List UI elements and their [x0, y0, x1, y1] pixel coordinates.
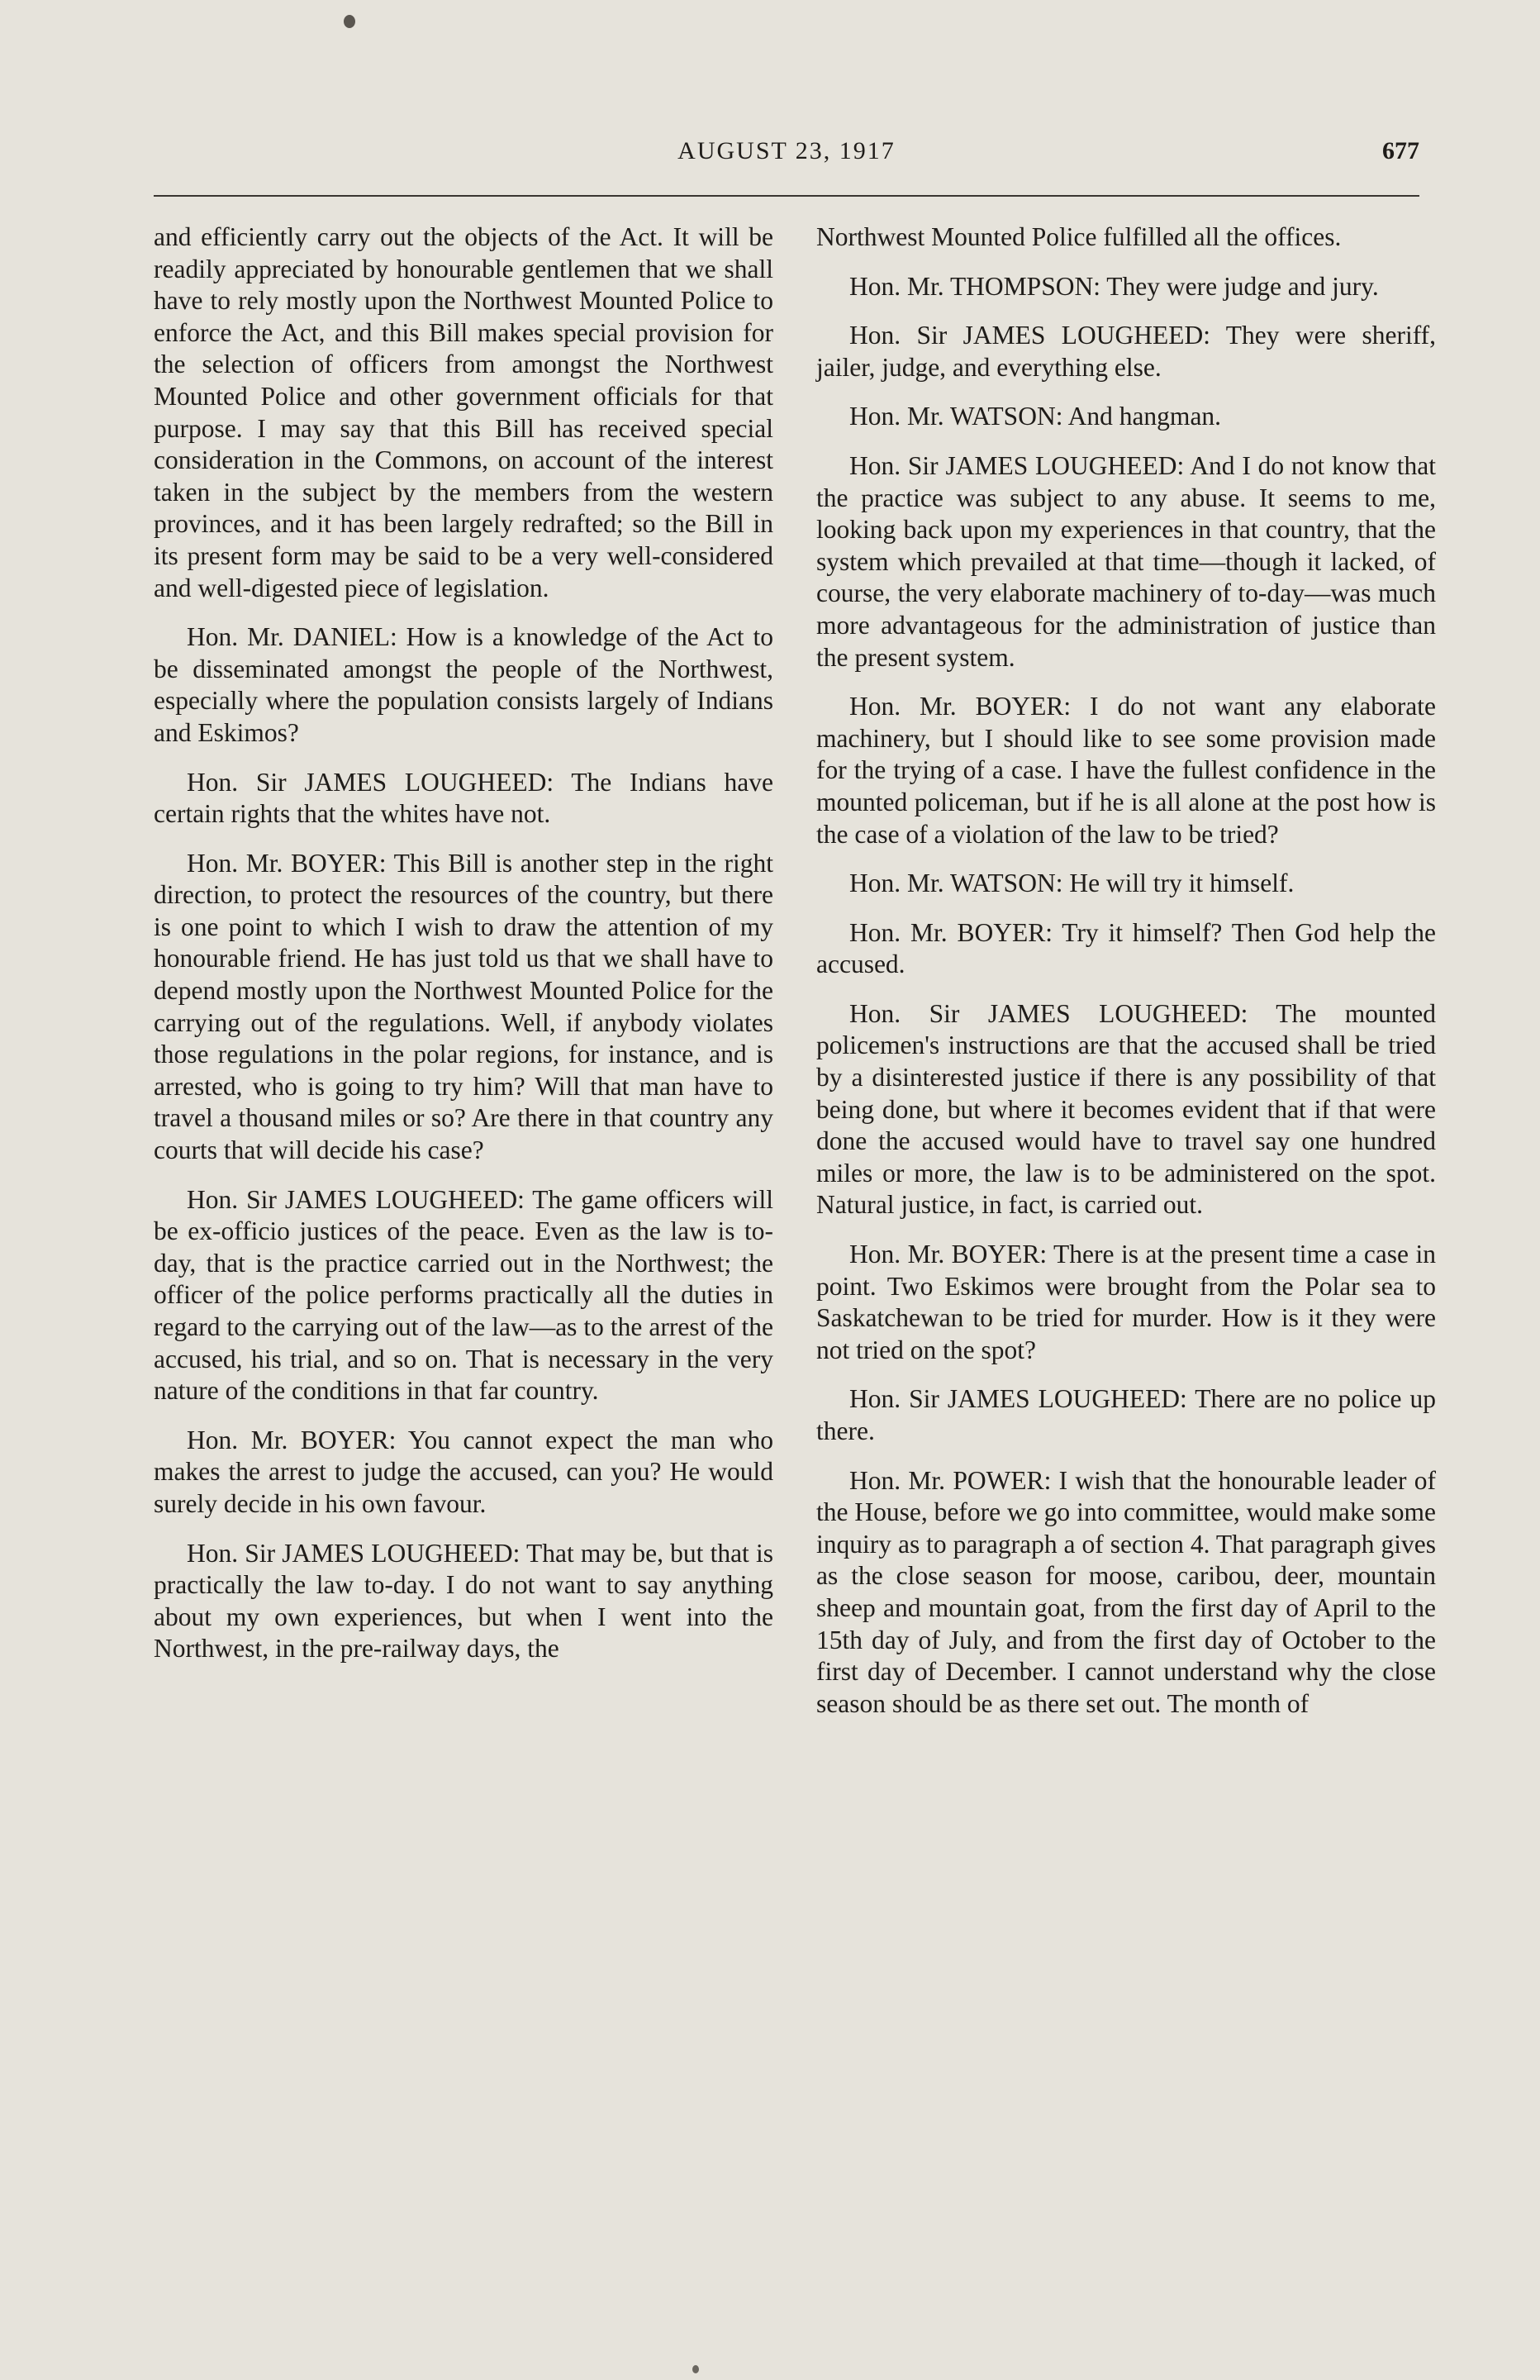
page-number: 677	[1382, 137, 1419, 164]
paragraph: Hon. Mr. WATSON: He will try it himself.	[849, 869, 1295, 898]
paragraph: Hon. Mr. BOYER: Try it himself? Then God help the accused.	[816, 917, 1436, 979]
paragraph: Hon. Mr. BOYER: There is at the present time a case in point. Two Eskimos were brought from the Polar sea to Saskatchewan to be tried for murder. How is it they were not tried on the spot?	[816, 1240, 1436, 1364]
paragraph: Northwest Mounted Police fulfilled all the offices.	[816, 222, 1342, 251]
left-column	[154, 221, 773, 1683]
paragraph: Hon. Sir JAMES LOUGHEED: That may be, but that is practically the law to-day. I do not want to say anything about my own experiences, but when I went into the Northwest, in the pre-railway days, the	[154, 1538, 773, 1664]
paragraph: Hon. Sir JAMES LOUGHEED: And I do not know that the practice was subject to any abuse. It seems to me, looking back upon my experiences in that country, that the system which prevailed at that time—though it lacked, of course, the very elaborate machinery of to-day—was much more advantageous for the administration of justice than the present system.	[816, 450, 1436, 672]
paragraph: Hon. Sir JAMES LOUGHEED: The Indians have certain rights that the whites have not.	[154, 767, 773, 829]
paragraph: Hon. Mr. THOMPSON: They were judge and jury.	[849, 271, 1379, 301]
paragraph: Hon. Mr. POWER: I wish that the honourable leader of the House, before we go into committee, would make some inquiry as to paragraph a of section 4. That paragraph gives as the close season for moose, caribou, deer, mountain sheep and mountain goat, from the first day of April to the 15th day of July, and from the first day of October to the first day of December. I cannot understand why the close season should be as there set out. The month of	[816, 1465, 1436, 1718]
paragraph: Hon. Mr. BOYER: I do not want any elaborate machinery, but I should like to see some provision made for the trying of a case. I have the fullest confidence in the mounted policeman, but if he is all alone at the post how is the case of a violation of the law to be tried?	[816, 692, 1436, 849]
paragraph: Hon. Sir JAMES LOUGHEED: They were sheriff, jailer, judge, and everything else.	[816, 321, 1436, 382]
paragraph: Hon. Mr. WATSON: And hangman.	[849, 402, 1222, 431]
ink-spot-mark	[692, 2365, 699, 2373]
page-header	[154, 137, 1419, 175]
paragraph: Hon. Sir JAMES LOUGHEED: There are no police up there.	[816, 1384, 1436, 1445]
ink-spot-mark	[344, 15, 355, 28]
header-date: AUGUST 23, 1917	[677, 137, 896, 164]
header-rule	[154, 195, 1419, 197]
paragraph: Hon. Mr. DANIEL: How is a knowledge of the Act to be disseminated amongst the people of the Northwest, especially where the population consists largely of Indians and Eskimos?	[154, 622, 773, 747]
paragraph: Hon. Mr. BOYER: You cannot expect the man who makes the arrest to judge the accused, can you? He would surely decide in his own favour.	[154, 1425, 773, 1518]
paragraph: Hon. Mr. BOYER: This Bill is another step in the right direction, to protect the resources of the country, but there is one point to which I wish to draw the attention of my honourable friend. He has just told us that we shall have to depend mostly upon the Northwest Mounted Police for the carrying out of the regulations. Well, if anybody violates those regulations in the polar regions, for instance, and is arrested, who is going to try him? Will that man have to travel a thousand miles or so? Are there in that country any courts that will decide his case?	[154, 848, 773, 1165]
paragraph: Hon. Sir JAMES LOUGHEED: The mounted policemen's instructions are that the accused shall be tried by a disinterested justice if there is any possibility of that being done, but where it becomes evident that if that were done the accused would have to travel say one hundred miles or more, the law is to be administered on the spot. Natural justice, in fact, is carried out.	[816, 998, 1436, 1220]
right-column	[816, 221, 1436, 1737]
paragraph: Hon. Sir JAMES LOUGHEED: The game officers will be ex-officio justices of the peace. Even as the law is to-day, that is the practice carried out in the Northwest; the officer of the police performs practically all the duties in regard to the carrying out of the law—as to the arrest of the accused, his trial, and so on. That is necessary in the very nature of the conditions in that far country.	[154, 1184, 773, 1406]
paragraph: and efficiently carry out the objects of the Act. It will be readily appreciated by honourable gentlemen that we shall have to rely mostly upon the Northwest Mounted Police to enforce the Act, and this Bill makes special provision for the selection of officers from amongst the Northwest Mounted Police and other government officials for that purpose. I may say that this Bill has received special consideration in the Commons, on account of the interest taken in the subject by the members from the western provinces, and it has been largely redrafted; so the Bill in its present form may be said to be a very well-considered and well-digested piece of legislation.	[154, 222, 773, 602]
